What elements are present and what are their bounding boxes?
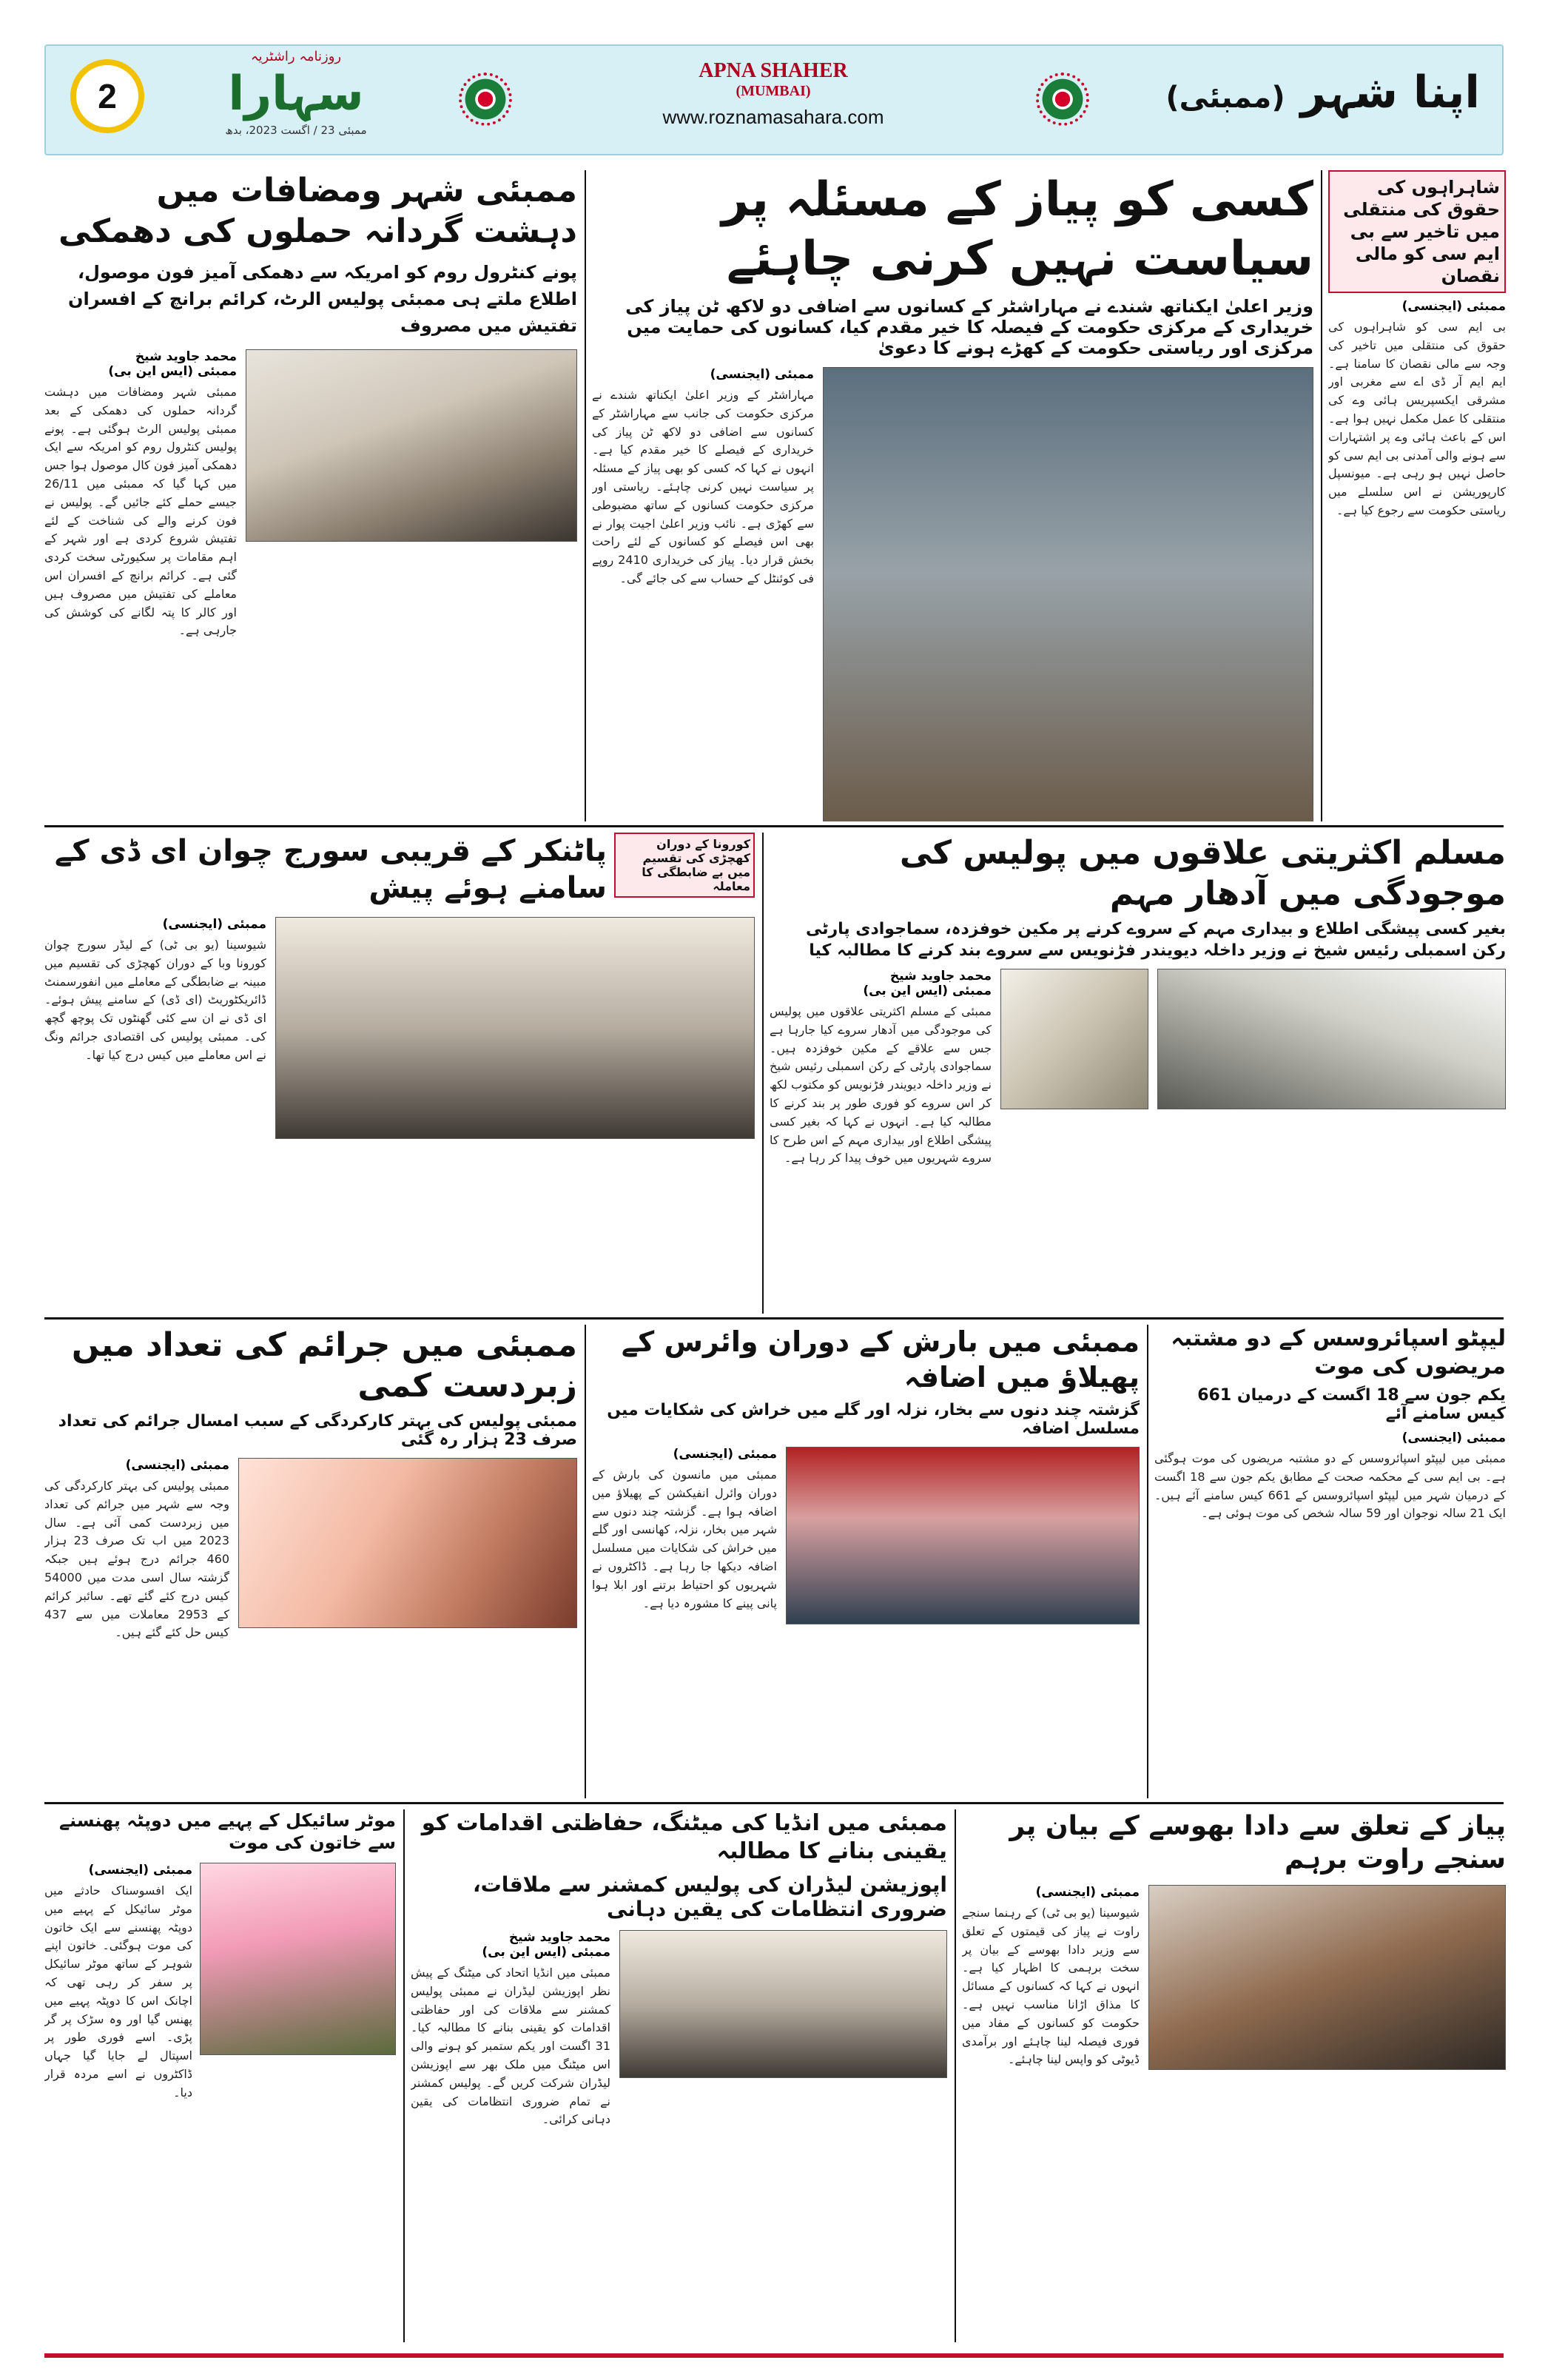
newspaper-logo [192, 49, 400, 145]
agency: ممبئی (ایجنسی) [673, 1447, 777, 1462]
website-link[interactable]: www.roznamasahara.com [662, 106, 884, 128]
column-divider [955, 1809, 956, 2342]
article-body: مہاراشٹر کے وزیر اعلیٰ ایکناتھ شندے نے مرکزی حکومت کی جانب سے مہاراشٹر کے کسانوں سے اضافی دو لاکھ ٹن پیاز کی خریداری کے فیصلے کا خیر مقدم کیا ہے۔ انہوں نے کہا کہ کسی کو بھی پیاز کے مسئلہ پر سیاست نہیں کرنی چاہئے۔ ریاستی اور مرکزی حکومت کسانوں کے ساتھ مضبوطی سے کھڑی ہے۔ نائب وزیر اعلیٰ اجیت پوار نے بھی اس فیصلے کو کسانوں کے لئے راحت بخش قرار دیا۔ پیاز کی خریداری 2410 روپے فی کوئنٹل کے حساب سے کی جائے گی۔ [592, 388, 814, 585]
text-column [44, 349, 237, 734]
mla-portrait-photo [1000, 969, 1148, 1109]
subheadline: یکم جون سے 18 اگست کے درمیان 661 کیس سامنے آئے [1197, 1386, 1506, 1423]
byline: محمد جاوید شیخ [135, 349, 237, 364]
section-title-main: اپنا شہر [1300, 67, 1480, 118]
meeting-photo [619, 1930, 947, 2078]
text-column [411, 1930, 610, 2342]
headline: ممبئی میں جرائم کی تعداد میں زبردست کمی [71, 1326, 577, 1405]
headline: ممبئی میں بارش کے دوران وائرس کے پھیلاؤ میں اضافہ [621, 1325, 1140, 1394]
masthead-center [592, 59, 955, 129]
column-divider [1147, 1325, 1148, 1798]
section-title [1162, 67, 1480, 118]
article-body: ممبئی میں مانسون کی بارش کے دوران وائرل انفیکشن کے پھیلاؤ میں اضافہ ہوا ہے۔ گزشتہ چند دنوں سے شہر میں بخار، نزلہ، کھانسی اور گلے میں خراش کی شکایات میں مسلسل اضافہ دیکھا جا رہا ہے۔ ڈاکٹروں نے شہریوں کو احتیاط برتنے اور ابلا ہوا پانی پینے کا مشورہ دیا ہے۔ [592, 1468, 777, 1610]
subheadline: ممبئی پولیس کی بہتر کارکردگی کے سبب امسال جرائم کی تعداد صرف 23 ہزار رہ گئی [58, 1412, 577, 1449]
article-body: ممبئی شہر ومضافات میں دہشت گردانہ حملوں کی دھمکی کے بعد ممبئی پولیس الرٹ ہوگئی ہے۔ پونے پولیس کنٹرول روم کو امریکہ سے ایک دھمکی آمیز فون کال موصول ہوا جس میں کہا گیا کہ ممبئی میں 26/11 جیسے حملے کئے جائیں گے۔ پولیس نے فون کرنے والے کی شناخت کے لئے تفتیش شروع کردی ہے اور شہر کے اہم مقامات پر سکیورٹی سخت کردی گئی ہے۔ کرائم برانچ کے افسران اس معاملے کی تفتیش میں مصروف ہیں اور کالر کا پتہ لگانے کی کوشش کی جارہی ہے۔ [44, 385, 237, 638]
article-body: ایک افسوسناک حادثے میں موٹر سائیکل کے پہیے میں دوپٹہ پھنسنے سے ایک خاتون کی موت ہوگئی۔ خاتون اپنے شوہر کے ساتھ موٹر سائیکل پر سفر کر رہی تھی کہ اچانک اس کا دوپٹہ پہیے میں پھنس گیا اور وہ سڑک پر گر پڑی۔ اسے فوری طور پر اسپتال لے جایا گیا جہاں ڈاکٹروں نے اسے مردہ قرار دیا۔ [44, 1883, 192, 2100]
agency: ممبئی (ایس این بی) [863, 984, 992, 998]
column-divider [585, 1325, 586, 1798]
agency: ممبئی (ایجنسی) [162, 917, 266, 932]
text-column [770, 969, 992, 1314]
article-body: شیوسینا (یو بی ٹی) کے لیڈر سورج چوان کورونا وبا کے دوران کھچڑی کی تقسیم میں مبینہ بے ضابطگی کے معاملے میں انفورسمنٹ ڈائریکٹوریٹ (ای ڈی) کے سامنے پیش ہوئے۔ ای ڈی نے ان سے کئی گھنٹوں تک پوچھ گچھ کی۔ ممبئی پولیس کی اقتصادی جرائم ونگ نے اس معاملے میں کیس درج کیا تھا۔ [44, 938, 266, 1062]
story-terror-threat [44, 170, 577, 821]
article-body: بی ایم سی کو شاہراہوں کی حقوق کی منتقلی میں تاخیر کی وجہ سے مالی نقصان کا سامنا ہے۔ ایم ایم آر ڈی اے سے مغربی اور مشرقی ایکسپریس ہائی وے کی منتقلی کا عمل مکمل نہیں ہوا ہے۔ اس کے باعث ہائی وے پر اشتہارات سے ہونے والی آمدنی بی ایم سی کو حاصل نہیں ہو رہی ہے۔ میونسپل کارپوریشن نے اس سلسلے میں ریاستی حکومت سے رجوع کیا ہے۔ [1328, 320, 1506, 517]
row-divider [44, 1317, 1504, 1320]
row-divider [44, 825, 1504, 827]
agency: ممبئی (ایجنسی) [1035, 1885, 1140, 1900]
subheadline: رکن اسمبلی رئیس شیخ نے وزیر داخلہ دیویندر فڑنویس سے سروے بند کرنے کا مطالبہ کیا [809, 941, 1506, 960]
subheadline: پونے کنٹرول روم کو امریکہ سے دھمکی آمیز فون موصول، اطلاع ملتے ہی ممبئی پولیس الرٹ، کرائم برانچ کے افسران تفتیش میں مصروف [68, 262, 577, 336]
story-india-meeting [411, 1809, 947, 2342]
story-onion-politics [592, 170, 1313, 821]
story-bmc-highways [1328, 170, 1506, 821]
subheadline: بغیر کسی پیشگی اطلاع و بیداری مہم کے سروے کرنے پر مکین خوفزدہ، سماجوادی پارٹی [805, 920, 1506, 938]
story-aadhaar-survey [770, 833, 1506, 1314]
column-divider [585, 170, 586, 821]
article-body: ممبئی پولیس کی بہتر کارکردگی کی وجہ سے شہر میں جرائم کی تعداد میں زبردست کمی آئی ہے۔ سال 2023 میں اب تک صرف 23 ہزار 460 جرائم درج ہوئے ہیں جبکہ گزشتہ سال اسی مدت میں 54000 کیس درج کئے گئے تھے۔ سائبر کرائم کے 2953 معاملات میں سے 437 کیس حل کئے گئے ہیں۔ [44, 1479, 230, 1640]
article-body: ممبئی میں لیپٹو اسپائروسس کے دو مشتبہ مریضوں کی موت ہوگئی ہے۔ بی ایم سی کے محکمہ صحت کے مطابق یکم جون سے 18 اگست کے درمیان شہر میں لیپٹو اسپائروسس کے 661 کیس سامنے آئے ہیں۔ ایک 21 سالہ نوجوان اور 59 سالہ شخص کی موت ہوئی ہے۔ [1154, 1451, 1506, 1521]
english-city: (MUMBAI) [736, 83, 811, 99]
story-raut-onion [962, 1809, 1506, 2342]
subheadline: اپوزیشن لیڈران کی پولیس کمشنر سے ملاقات، ضروری انتظامات کی یقین دہانی [473, 1872, 947, 1921]
story-motorcycle-accident [44, 1809, 396, 2342]
story-crime-decline [44, 1325, 577, 1798]
text-column [44, 1458, 229, 1798]
aadhaar-cards-photo [1157, 969, 1506, 1109]
story-monsoon-virus [592, 1325, 1140, 1798]
article-body: ممبئی کے مسلم اکثریتی علاقوں میں پولیس کی موجودگی میں آدھار سروے کیا جارہا ہے جس سے علاقے کے مکین خوفزدہ ہیں۔ سماجوادی پارٹی کے رکن اسمبلی رئیس شیخ نے وزیر داخلہ دیویندر فڑنویس کو مکتوب لکھ کر اس سروے کو فوری طور پر بند کرنے کا مطالبہ کیا ہے۔ انہوں نے کہا کہ بغیر کسی پیشگی اطلاع اور بیداری مہم کے اس طرح کا سروے شہریوں میں خوف پیدا کر رہا ہے۔ [770, 1004, 992, 1166]
headline: موٹر سائیکل کے پہیے میں دوپٹہ پھنسنے سے خاتون کی موت [58, 1810, 396, 1853]
ed-office-photo [275, 917, 755, 1139]
agency: ممبئی (ایس این بی) [108, 364, 237, 379]
agency: ممبئی (ایجنسی) [1401, 1431, 1506, 1445]
story-leptospirosis [1154, 1325, 1506, 1798]
sun-emblem-icon [459, 73, 512, 126]
byline: محمد جاوید شیخ [889, 969, 992, 984]
agency: ممبئی (ایس این بی) [482, 1945, 610, 1960]
headline: پیاز کے تعلق سے دادا بھوسے کے بیان پر سنجے راوت برہم [1009, 1811, 1506, 1875]
press-conference-photo [823, 367, 1313, 821]
headline: مسلم اکثریتی علاقوں میں پولیس کی موجودگی میں آدھار مہم [899, 834, 1506, 912]
byline: محمد جاوید شیخ [508, 1930, 610, 1945]
text-column [592, 1447, 777, 1798]
text-column [44, 917, 266, 1314]
agency: ممبئی (ایجنسی) [1401, 299, 1506, 314]
footer-rule [44, 2353, 1504, 2358]
page-number: 2 [70, 59, 144, 133]
logo-main-text: سہارا [228, 67, 364, 121]
row-divider [44, 1802, 1504, 1804]
article-body: ممبئی میں انڈیا اتحاد کی میٹنگ کے پیش نظر اپوزیشن لیڈران نے ممبئی پولیس کمشنر سے ملاقات کی اور حفاظتی اقدامات کو یقینی بنانے کا مطالبہ کیا۔ 31 اگست اور یکم ستمبر کو ہونے والی اس میٹنگ میں ملک بھر سے اپوزیشن لیڈران شرکت کریں گے۔ پولیس کمشنر نے تمام ضروری انتظامات کی یقین دہانی کرائی۔ [411, 1966, 610, 2127]
story-ed-appearance [44, 833, 755, 1314]
mumbai-rain-illustration [786, 1447, 1140, 1624]
agency: ممبئی (ایجنسی) [710, 367, 814, 382]
english-title: APNA SHAHER [699, 59, 848, 82]
headline: ممبئی میں انڈیا کی میٹنگ، حفاظتی اقدامات کو یقینی بنانے کا مطالبہ [421, 1810, 947, 1864]
agency: ممبئی (ایجنسی) [88, 1863, 192, 1878]
headline: پاٹنکر کے قریبی سورج چوان ای ڈی کے سامنے ہوئے پیش [54, 834, 607, 905]
subheadline: گزشتہ چند دنوں سے بخار، نزلہ اور گلے میں خراش کی شکایات میں مسلسل اضافہ [607, 1401, 1140, 1438]
column-divider [762, 833, 764, 1314]
text-column [44, 1863, 192, 2336]
text-column [962, 1885, 1140, 2342]
logo-small-text: روزنامہ راشٹریہ [250, 49, 342, 64]
crime-illustration [238, 1458, 577, 1628]
agency: ممبئی (ایجنسی) [125, 1458, 229, 1473]
politicians-portrait-photo [1148, 1885, 1506, 2070]
story-tag: کورونا کے دوران کھچڑی کی تقسیم میں بے ضابطگی کا معاملہ [614, 833, 755, 898]
police-officers-photo [246, 349, 577, 542]
sun-emblem-icon [1036, 73, 1089, 126]
section-title-city: (ممبئی) [1165, 81, 1285, 115]
article-body: شیوسینا (یو بی ٹی) کے رہنما سنجے راوت نے پیاز کی قیمتوں کے تعلق سے وزیر دادا بھوسے کے بیان پر سخت برہمی کا اظہار کیا ہے۔ انہوں نے کہا کہ کسانوں کے مسائل کا مذاق اڑانا مناسب نہیں ہے۔ حکومت کو کسانوں کے مفاد میں فوری فیصلہ لینا چاہئے اور برآمدی ڈیوٹی کو واپس لینا چاہئے۔ [962, 1906, 1140, 2067]
column-divider [403, 1809, 405, 2342]
headline: لیپٹو اسپائروسس کے دو مشتبہ مریضوں کی موت [1171, 1325, 1506, 1379]
subheadline: وزیر اعلیٰ ایکناتھ شندے نے مہاراشٹر کے کسانوں سے اضافی دو لاکھ ٹن پیاز کی خریداری کے مرکزی حکومت کے فیصلہ کا خیر مقدم کیا، کسانوں کی حمایت میں مرکزی اور ریاستی حکومت کے کھڑے ہونے کا دعویٰ [625, 296, 1313, 358]
headline: شاہراہوں کی حقوق کی منتقلی میں تاخیر سے بی ایم سی کو مالی نقصان [1328, 170, 1506, 293]
text-column [592, 367, 814, 821]
victim-portrait-photo [200, 1863, 396, 2055]
column-divider [1321, 170, 1322, 821]
headline: ممبئی شہر ومضافات میں دہشت گردانہ حملوں کی دھمکی [58, 172, 577, 250]
issue-date: ممبئی 23 / اگست 2023، بدھ [225, 124, 367, 137]
headline: کسی کو پیاز کے مسئلہ پر سیاست نہیں کرنی چاہئے [721, 172, 1313, 286]
